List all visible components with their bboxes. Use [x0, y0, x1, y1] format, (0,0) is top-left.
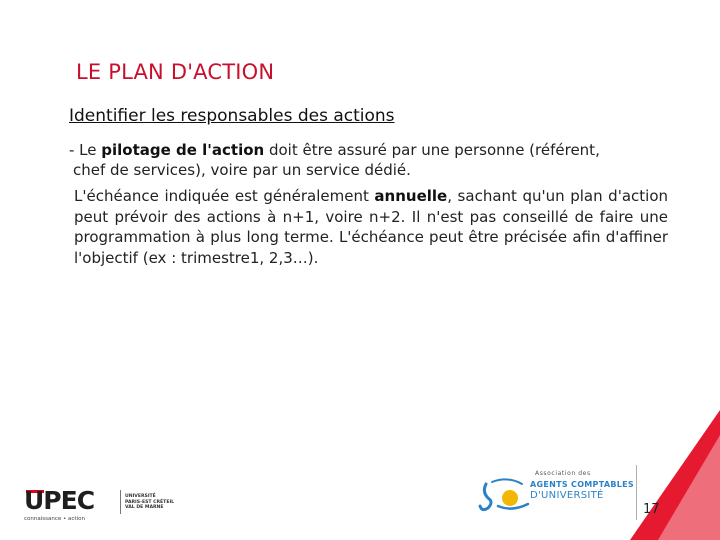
para2-rest: , sachant qu'un plan d'action peut prévoir des actions à n+1, voire n+2. Il n'est pas conseillé de faire une programmation à plus long terme. L'échéance peut être précisée afin d'affiner l'objectif (ex : trimestre1, 2,3…).	[74, 187, 668, 267]
para1-bold: pilotage de l'action	[101, 141, 265, 159]
upec-univ-line3: VAL DE MARNE	[125, 505, 164, 511]
association-line2: AGENTS COMPTABLES	[530, 480, 634, 489]
slide-subtitle: Identifier les responsables des actions	[69, 106, 395, 126]
para1-prefix: - Le	[69, 141, 102, 159]
slide-title: LE PLAN D'ACTION	[76, 60, 275, 84]
upec-wordmark: UPEC	[24, 486, 95, 515]
upec-logo	[24, 486, 174, 528]
para1-line2: chef de services), voire par un service dédié.	[73, 161, 411, 179]
corner-decoration	[600, 410, 720, 540]
association-line1: Association des	[535, 470, 591, 477]
upec-univ-line2: PARIS-EST CRÉTEIL	[125, 499, 175, 505]
para2-bold: annuelle	[374, 187, 448, 205]
upec-separator	[120, 490, 121, 514]
para1-rest: doit être assuré par une personne (référent,	[264, 141, 600, 159]
association-emblem	[478, 474, 533, 514]
upec-university-name	[125, 494, 174, 511]
paragraph-pilotage	[69, 140, 669, 180]
page-number-divider	[636, 465, 637, 520]
paragraph-echeance	[74, 186, 668, 268]
page-number: 17	[643, 502, 660, 517]
para2-prefix: L'échéance indiquée est généralement	[74, 187, 375, 205]
association-line3: D'UNIVERSITÉ	[530, 490, 604, 501]
association-logo	[478, 470, 634, 518]
upec-univ-line1: UNIVERSITÉ	[125, 494, 156, 499]
upec-tagline: connaissance • action	[24, 516, 85, 522]
